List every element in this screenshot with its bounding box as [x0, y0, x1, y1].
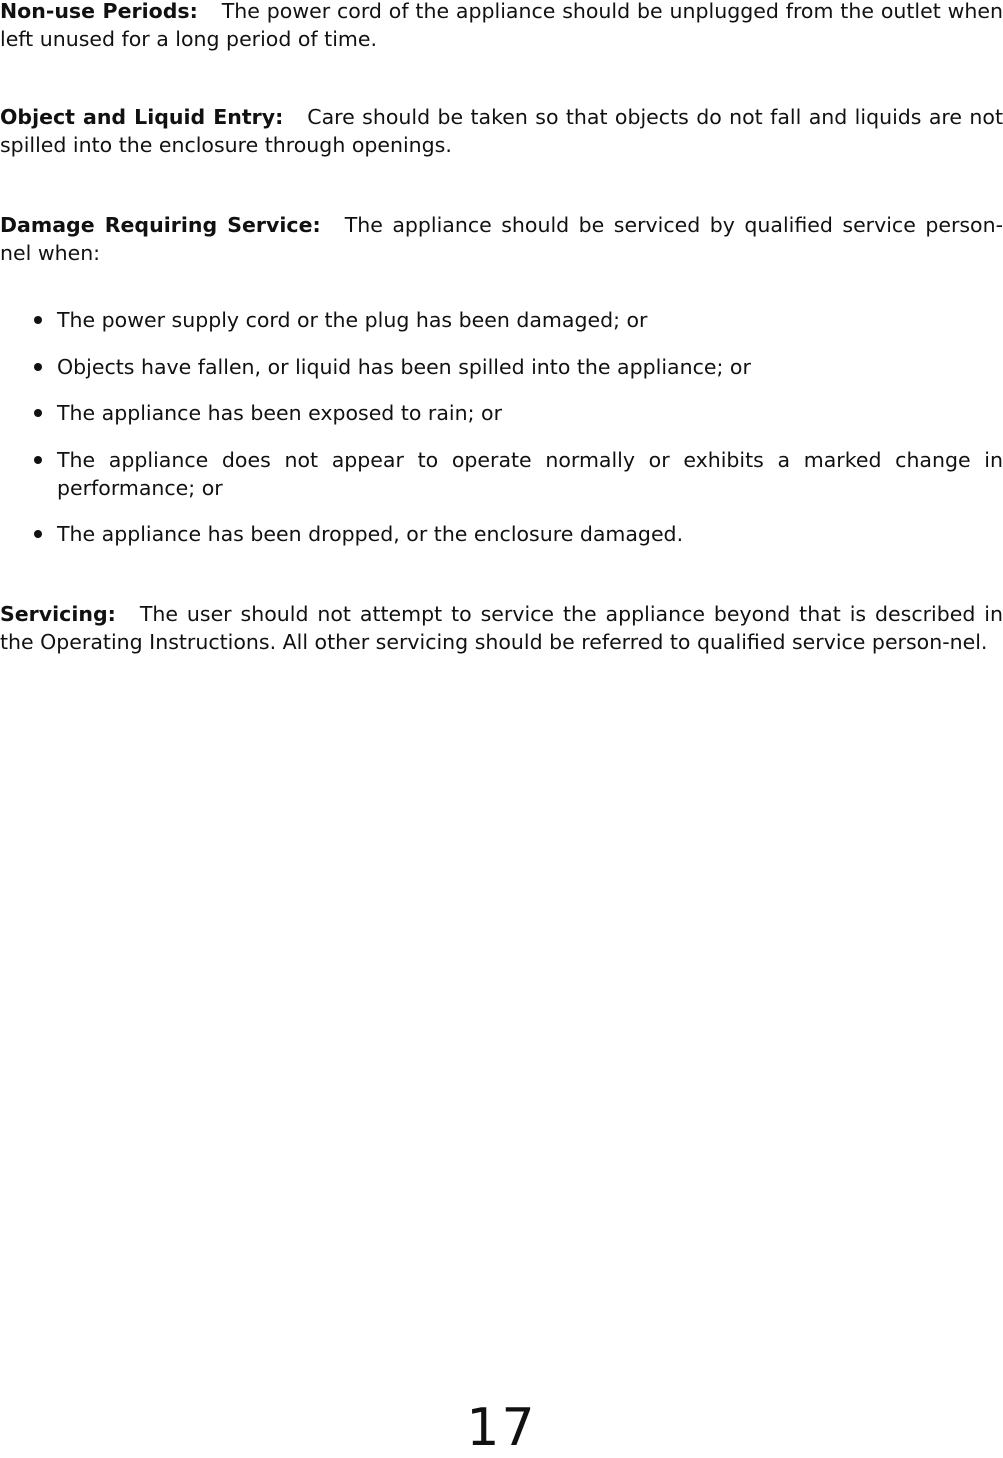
- section-servicing: [0, 600, 1003, 656]
- list-item: [0, 353, 1003, 381]
- section-non-use-periods: [0, 0, 1003, 53]
- section-text: Care should be taken so that objects do not fall and liquids are not spilled into the enclosure through openings.: [0, 105, 1003, 157]
- section-term: Non-use Periods:: [0, 0, 198, 23]
- list-item: [0, 446, 1003, 502]
- section-text: The power cord of the appliance should be unplugged from the outlet when left unused for a long period of time.: [0, 0, 1003, 51]
- list-item: [0, 399, 1003, 427]
- bullet-icon: [34, 316, 42, 324]
- list-item-text: The power supply cord or the plug has been damaged; or: [57, 308, 648, 332]
- section-object-liquid-entry: [0, 103, 1003, 159]
- section-term: Object and Liquid Entry:: [0, 105, 284, 129]
- damage-conditions-list: [0, 306, 1003, 567]
- section-text: The appliance should be serviced by qualified service person-nel when:: [0, 213, 1003, 265]
- bullet-icon: [34, 530, 42, 538]
- list-item-text: Objects have fallen, or liquid has been spilled into the appliance; or: [57, 354, 751, 379]
- section-term: Servicing:: [0, 602, 116, 626]
- section-damage-requiring-service: [0, 211, 1003, 267]
- list-item-text: The appliance does not appear to operate normally or exhibits a marked change in performance; or: [57, 447, 1003, 500]
- list-item: [0, 306, 1003, 334]
- bullet-icon: [34, 456, 42, 464]
- list-item-text: The appliance has been exposed to rain; or: [57, 401, 503, 425]
- bullet-icon: [34, 363, 42, 371]
- list-item-text: The appliance has been dropped, or the enclosure damaged.: [57, 522, 684, 546]
- section-text: The user should not attempt to service the appliance beyond that is described in the Operating Instructions. All other servicing should be referred to qualified service person-nel.: [0, 602, 1003, 654]
- list-item: [0, 520, 1003, 548]
- section-term: Damage Requiring Service:: [0, 213, 321, 237]
- page-number: 17: [466, 1398, 537, 1458]
- bullet-icon: [34, 409, 42, 417]
